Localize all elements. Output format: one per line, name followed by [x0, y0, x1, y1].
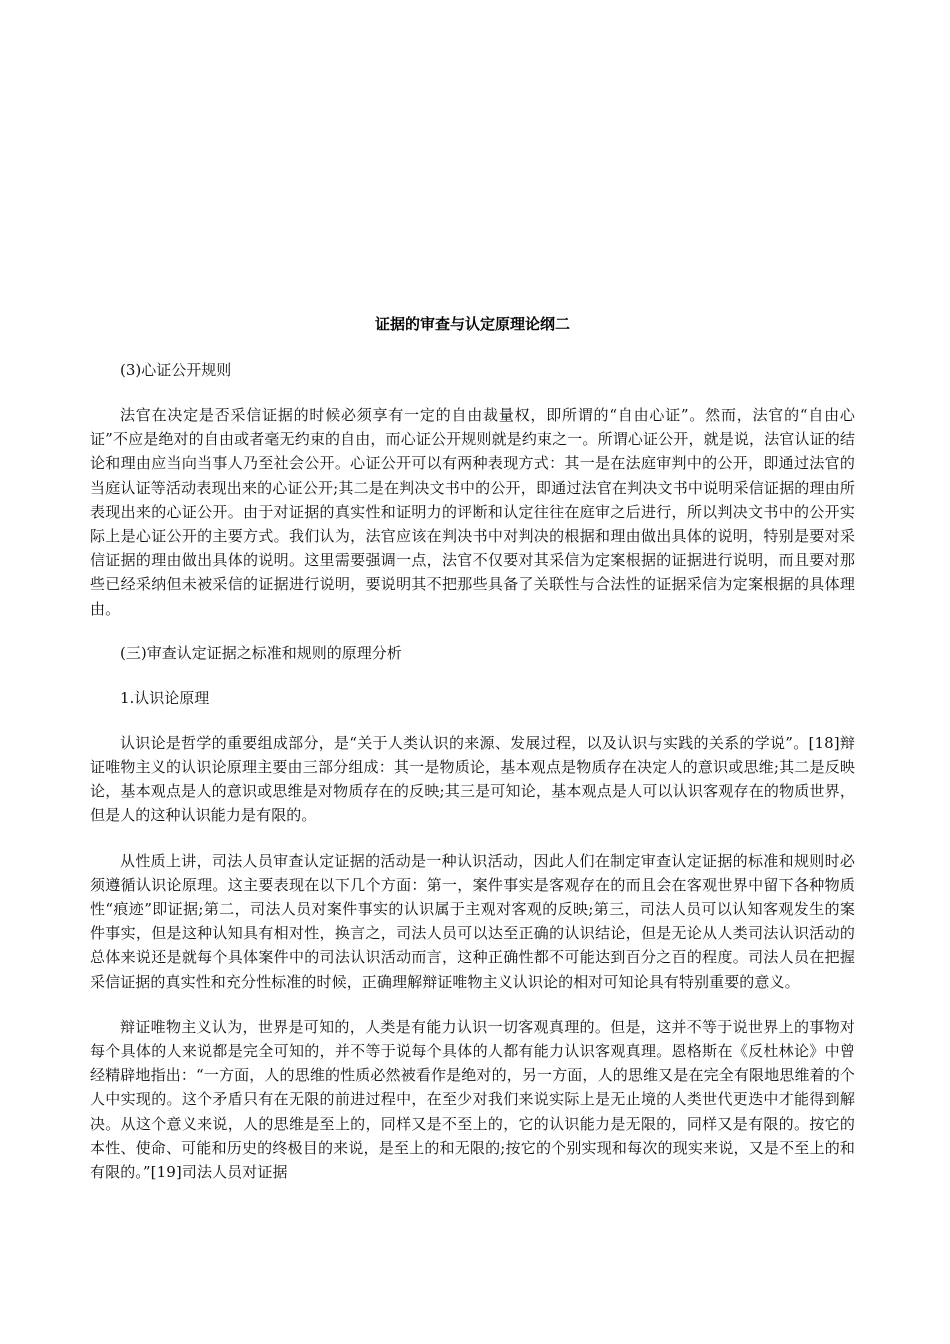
paragraph-dialectical-materialism: 辩证唯物主义认为，世界是可知的，人类是有能力认识一切客观真理的。但是，这并不等于说世界上的事物对每个具体的人来说都是完全可知的，并不等于说每个具体的人都有能力认识客观真理。恩格斯在《反杜林论》中曾经精辟地指出：“一方面，人的思维的性质必然被看作是绝对的，另一方面，人的思维又是在完全有限地思维着的个人中实现的。这个矛盾只有在无限的前进过程中，在至少对我们来说实际上是无止境的人类世代更迭中才能得到解决。从这个意义来说，人的思维是至上的，同样又是不至上的，它的认识能力是无限的，同样又是有限的。按它的本性、使命、可能和历史的终极目的来说，是至上的和无限的;按它的个别实现和每次的现实来说，又是不至上的和有限的。”[19]司法人员对证据 — [90, 1017, 855, 1182]
section-heading-epistemology: 1.认识论原理 — [120, 688, 210, 707]
document-page — [90, 312, 855, 1204]
paragraph-judicial-cognition: 从性质上讲，司法人员审查认定证据的活动是一种认识活动，因此人们在制定审查认定证据的标准和规则时必须遵循认识论原理。这主要表现在以下几个方面：第一，案件事实是客观存在的而且会在客观世界中留下各种物质性“痕迹”即证据;第二，司法人员对案件事实的认识属于主观对客观的反映;第三，司法人员可以认知客观发生的案件事实，但是这种认知具有相对性，换言之，司法人员可以达至正确的认识结论，但是无论从人类司法认识活动的总体来说还是就每个具体案件中的司法认识活动而言，这种正确性都不可能达到百分之百的程度。司法人员在把握采信证据的真实性和充分性标准的时候，正确理解辩证唯物主义认识论的相对可知论具有特别重要的意义。 — [90, 851, 855, 991]
section-heading-mind-disclosure: (3)心证公开规则 — [120, 361, 232, 379]
document-title: 证据的审查与认定原理论纲二 — [374, 315, 570, 333]
paragraph-epistemology-definition: 认识论是哲学的重要组成部分，是“关于人类认识的来源、发展过程，以及认识与实践的关系的学说”。[18]辩证唯物主义的认识论原理主要由三部分组成：其一是物质论，基本观点是物质存在决定人的意识或思维;其二是反映论，基本观点是人的意识或思维是对物质存在的反映;其三是可知论，基本观点是人可以认识客观存在的物质世界，但是人的这种认识能力是有限的。 — [90, 733, 855, 825]
paragraph-mind-disclosure: 法官在决定是否采信证据的时候必须享有一定的自由裁量权，即所谓的“自由心证”。然而，法官的“自由心证”不应是绝对的自由或者毫无约束的自由，而心证公开规则就是约束之一。所谓心证公开，就是说，法官认证的结论和理由应当向当事人乃至社会公开。心证公开可以有两种表现方式：其一是在法庭审判中的公开，即通过法官的当庭认证等活动表现出来的心证公开;其二是在判决文书中的公开，即通过法官在判决文书中说明采信证据的理由所表现出来的心证公开。由于对证据的真实性和证明力的评断和认定往往在庭审之后进行，所以判决文书中的公开实际上是心证公开的主要方式。我们认为，法官应该在判决书中对判决的根据和理由做出具体的说明，特别是要对采信证据的理由做出具体的说明。这里需要强调一点，法官不仅要对其采信为定案根据的证据进行说明，而且要对那些已经采纳但未被采信的证据进行说明，要说明其不把那些具备了关联性与合法性的证据采信为定案根据的具体理由。 — [90, 406, 855, 618]
section-heading-principles: (三)审查认定证据之标准和规则的原理分析 — [120, 643, 402, 662]
